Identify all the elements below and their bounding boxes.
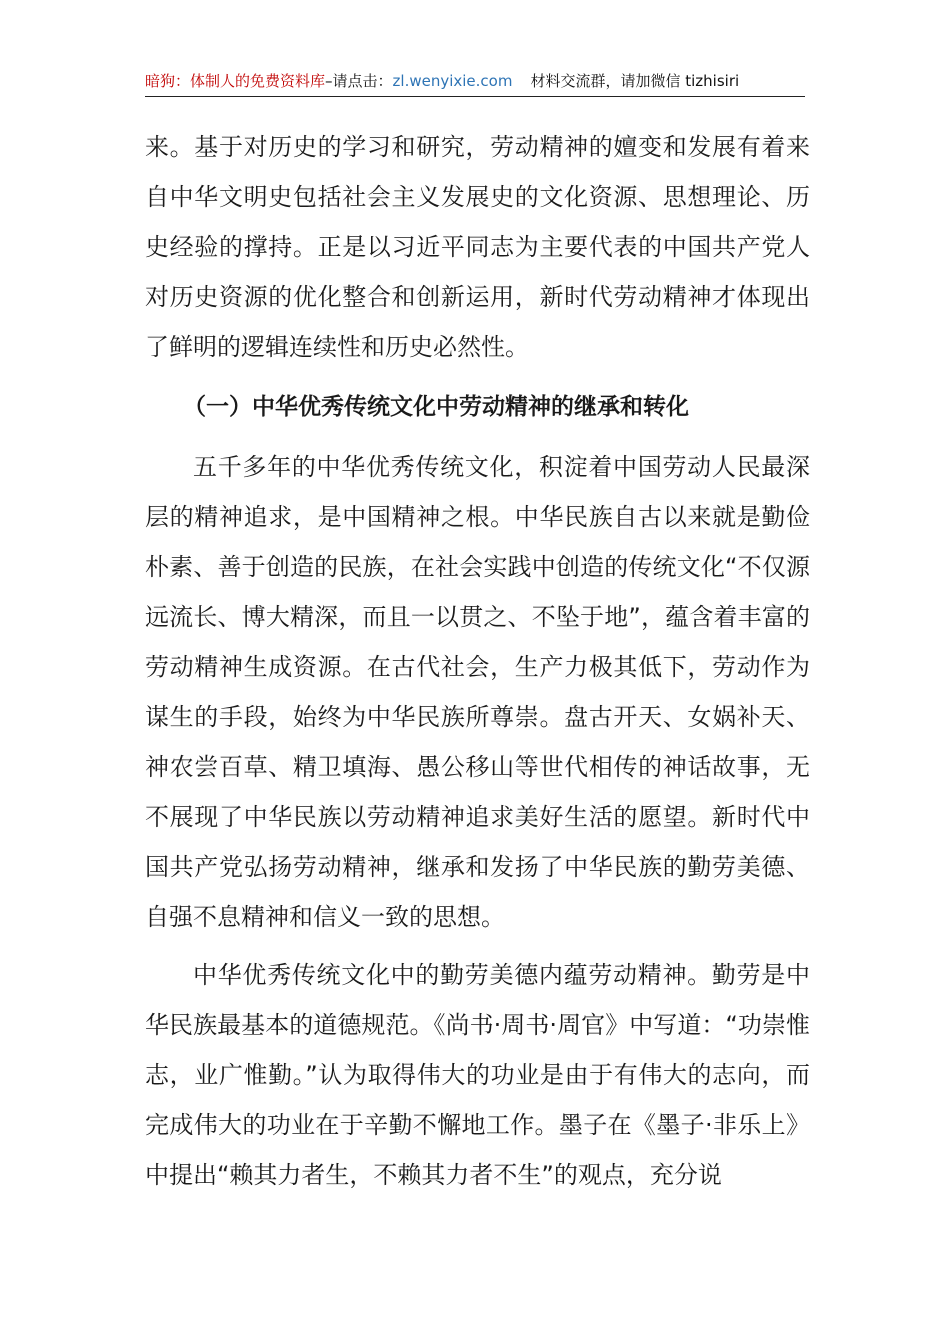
header-promo: 暗狗：体制人的免费资料库 bbox=[145, 72, 326, 90]
paragraph-1: 来。基于对历史的学习和研究，劳动精神的嬗变和发展有着来自中华文明史包括社会主义发展史的文化资源、思想理论、历史经验的撑持。正是以习近平同志为主要代表的中国共产党人对历史资源的优化整合和创新运用，新时代劳动精神才体现出了鲜明的逻辑连续性和历史必然性。 bbox=[145, 133, 810, 361]
header-url-link[interactable]: zl.wenyixie.com bbox=[392, 72, 513, 90]
document-body bbox=[145, 122, 810, 1200]
page-header bbox=[145, 66, 805, 97]
section-heading: （一）中华优秀传统文化中劳动精神的继承和转化 bbox=[183, 394, 689, 420]
paragraph-2: 五千多年的中华优秀传统文化，积淀着中国劳动人民最深层的精神追求，是中国精神之根。中华民族自古以来就是勤俭朴素、善于创造的民族，在社会实践中创造的传统文化“不仅源远流长、博大精深，而且一以贯之、不坠于地”，蕴含着丰富的劳动精神生成资源。在古代社会，生产力极其低下，劳动作为谋生的手段，始终为中华民族所尊崇。盘古开天、女娲补天、神农尝百草、精卫填海、愚公移山等世代相传的神话故事，无不展现了中华民族以劳动精神追求美好生活的愿望。新时代中国共产党弘扬劳动精神，继承和发扬了中华民族的勤劳美德、自强不息精神和信义一致的思想。 bbox=[145, 453, 810, 931]
header-click-label: –请点击： bbox=[325, 72, 393, 90]
paragraph-3: 中华优秀传统文化中的勤劳美德内蕴劳动精神。勤劳是中华民族最基本的道德规范。《尚书·周书·周官》中写道：“功崇惟志，业广惟勤。”认为取得伟大的功业是由于有伟大的志向，而完成伟大的功业在于辛勤不懈地工作。墨子在《墨子·非乐上》中提出“赖其力者生，不赖其力者不生”的观点，充分说 bbox=[145, 961, 810, 1189]
header-group-info: 材料交流群，请加微信 tizhisiri bbox=[530, 72, 740, 90]
